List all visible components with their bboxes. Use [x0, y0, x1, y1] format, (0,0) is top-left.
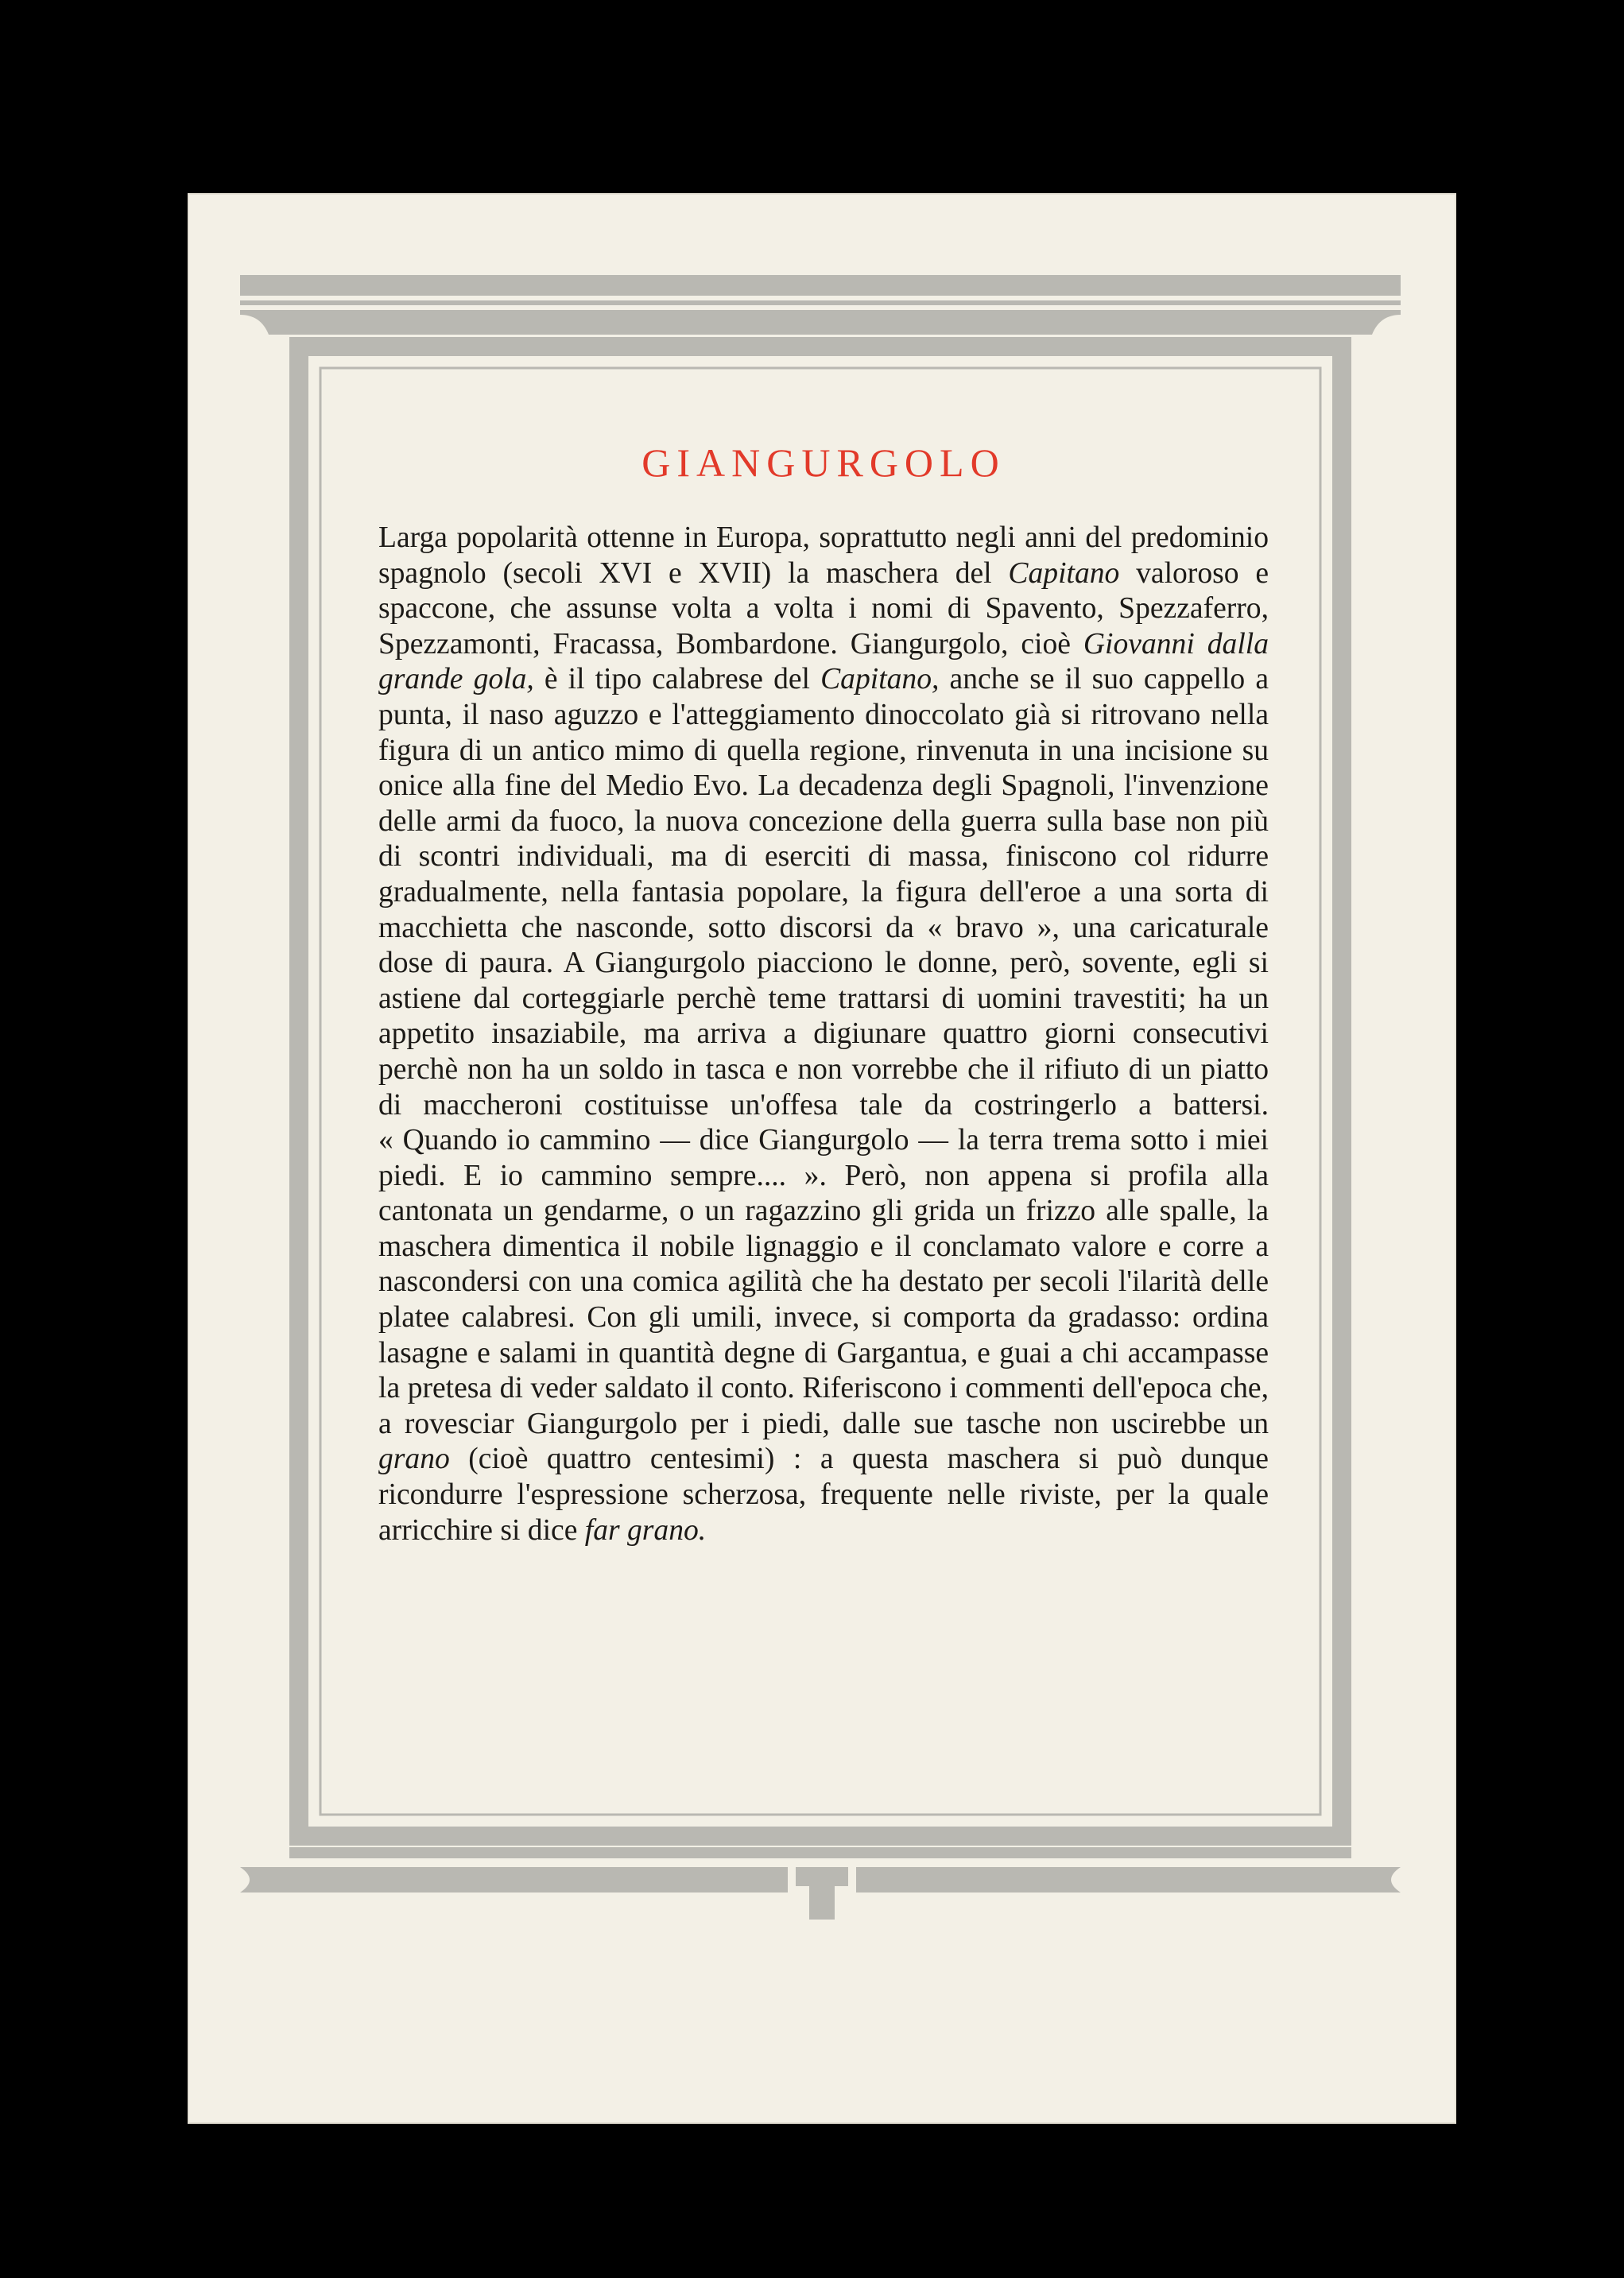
text-block	[378, 440, 1269, 1548]
body-paragraph-2	[378, 1123, 1269, 1548]
paragraph-2-italic-run: far grano.	[584, 1513, 707, 1547]
page-title: GIANGURGOLO	[641, 440, 1006, 485]
paragraph-2-text-run: « Quando io cammino — dice Giangurgolo — la terra trema sotto i miei piedi. E io cammino sempre.... ». Però, non appena si profila alla cantonata un gendarme, o un ragazzino gli grida un frizzo alle spalle, la maschera dimentica il nobile lignaggio e il conclamato valore e corre a nascondersi con una comica agilità che ha destato per secoli l'ilarità delle platee calabresi. Con gli umili, invece, si comporta da gradasso: ordina lasagne e salami in quantità degne di Gargantua, e guai a chi accampasse la pretesa di veder saldato il conto. Riferiscono i commenti dell'epoca che, a rovesciar Giangurgolo per i piedi, dalle sue tasche non uscirebbe un	[378, 1124, 1269, 1440]
page-card	[188, 193, 1456, 2124]
body-paragraph-1	[378, 521, 1269, 1123]
top-cornice	[240, 275, 1401, 335]
bottom-cornice	[240, 1847, 1401, 1920]
paragraph-1-text-run: è il tipo calabrese del	[533, 663, 821, 696]
paragraph-1-text-run: anche se il suo cappello a punta, il naso aguzzo e l'atteggiamento dinoccolato già si ritrovano nella figura di un antico mimo di quella regione, rinvenuta in una incisione su onice alla fine del Medio Evo. La decadenza degli Spagnoli, l'invenzione delle armi da fuoco, la nuova concezione della guerra sulla base non più di scontri individuali, ma di eserciti di massa, finiscono col ridurre gradualmente, nella fantasia popolare, la figura dell'eroe a una sorta di macchietta che nasconde, sotto discorsi da « bravo », una caricaturale dose di paura. A Giangurgolo piacciono le donne, però, sovente, egli si astiene dal corteggiarle perchè teme trattarsi di uomini travestiti; ha un appetito insaziabile, ma arriva a digiunare quattro giorni consecutivi perchè non ha un soldo in tasca e non vorrebbe che il rifiuto di un piatto di maccheroni costituisse un'offesa tale da costringerlo a battersi.	[378, 663, 1269, 1122]
paragraph-1-text-run: Larga popolarità ottenne in Europa, soprattutto negli anni del predominio spagnolo (secoli XVI e XVII) la maschera del	[378, 521, 1269, 590]
paragraph-2-text-run: (cioè quattro centesimi) : a questa maschera si può dunque ricondurre l'espressione scherzosa, frequente nelle riviste, per la quale arricchire si dice	[378, 1443, 1269, 1547]
paragraph-2-italic-run: grano	[378, 1443, 450, 1476]
paragraph-1-italic-run: Giovanni dalla grande gola,	[378, 627, 1269, 696]
paragraph-1-italic-run: Capitano	[1008, 556, 1120, 590]
paragraph-1-italic-run: Capitano,	[820, 663, 940, 696]
paragraph-1-text-run: valoroso e spaccone, che assunse volta a volta i nomi di Spavento, Spezzaferro, Spezzamonti, Fracassa, Bombardone. Giangurgolo, cioè	[378, 556, 1269, 661]
